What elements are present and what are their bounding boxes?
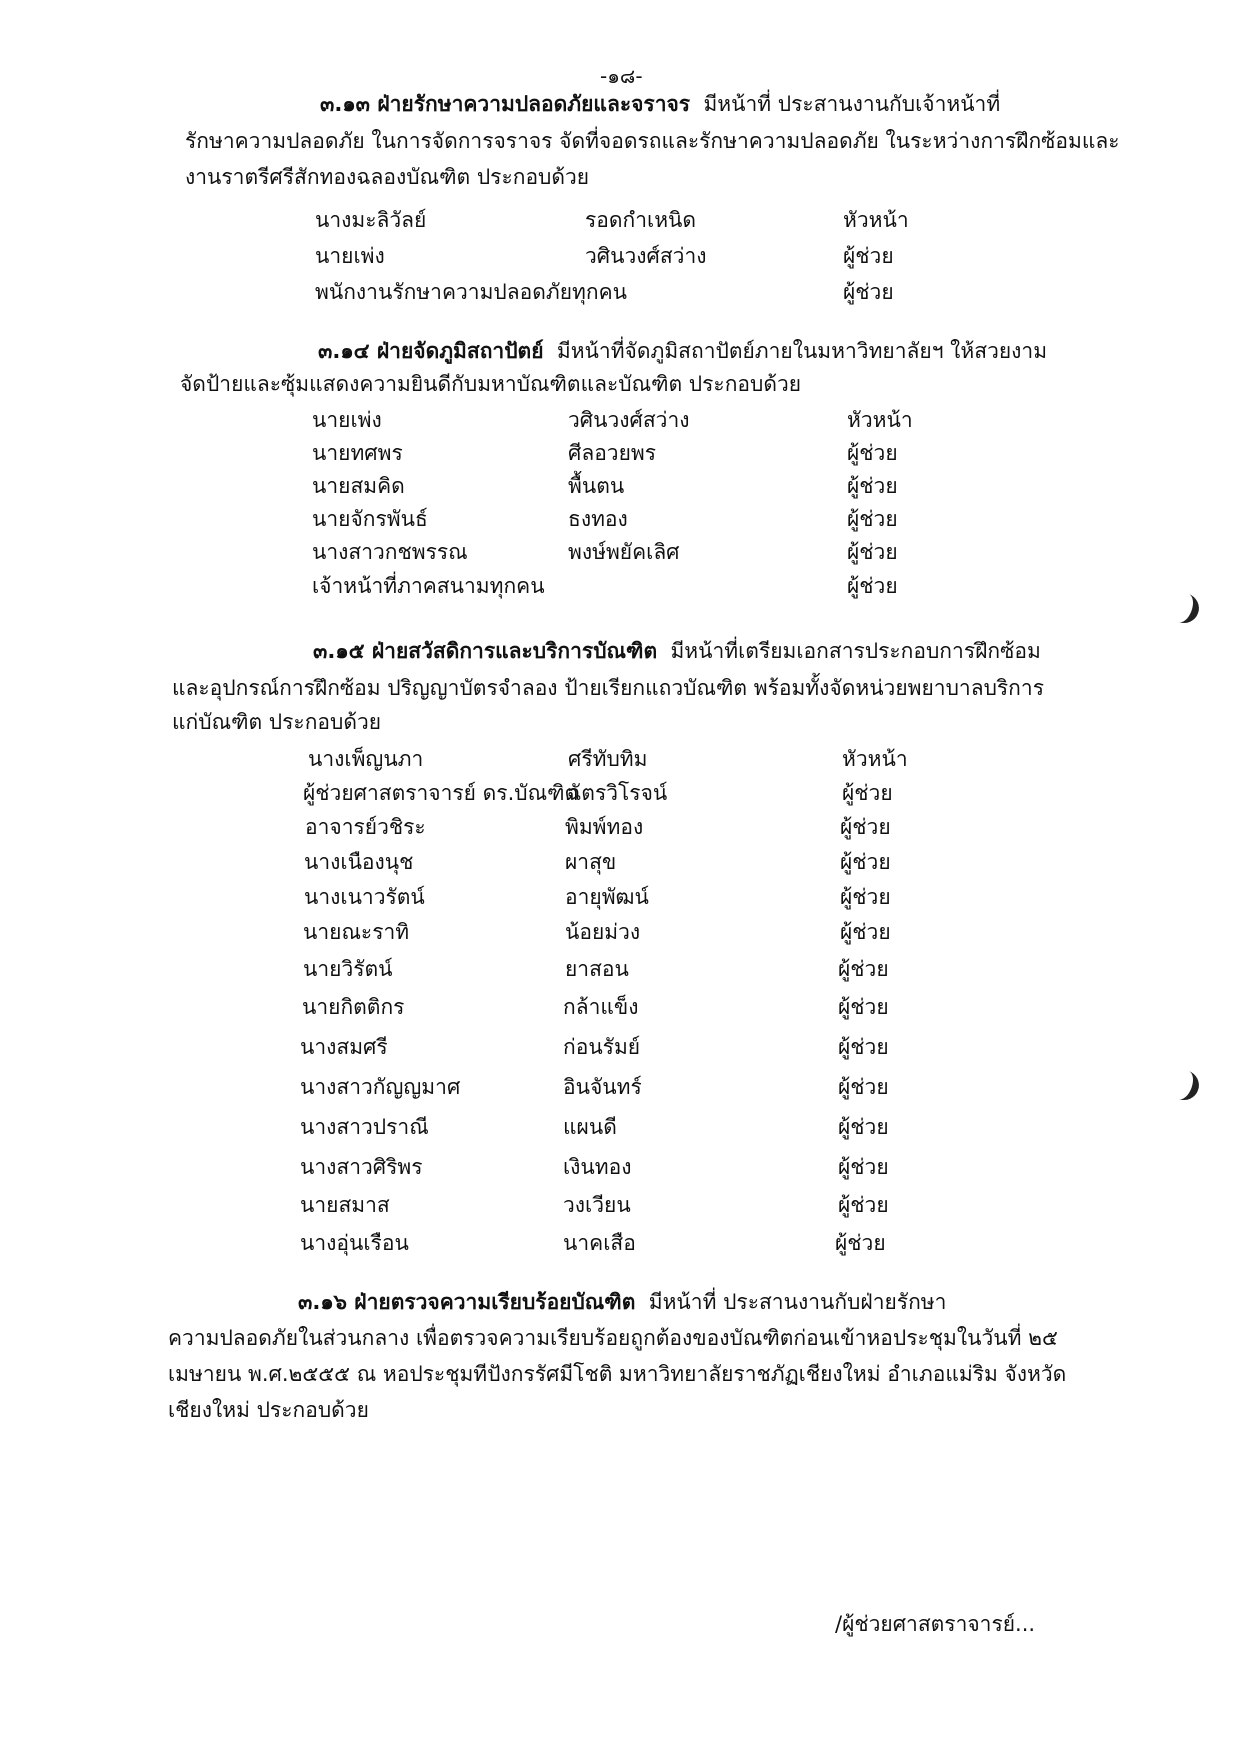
section-3-16-line-3: เมษายน พ.ศ.๒๕๕๕ ณ หอประชุมทีปังกรรัศมีโชติ มหาวิทยาลัยราชภัฏเชียงใหม่ อำเภอแม่ริม จังหวัด bbox=[168, 1362, 1067, 1386]
section-3-15-line-1: ๓.๑๕ ฝ่ายสวัสดิการและบริการบัณฑิต มีหน้าที่เตรียมเอกสารประกอบการฝึกซ้อม bbox=[313, 639, 1041, 663]
section-3-16-line-1: ๓.๑๖ ฝ่ายตรวจความเรียบร้อยบัณฑิต มีหน้าที่ ประสานงานกับฝ่ายรักษา bbox=[298, 1290, 947, 1314]
section-3-16-line-4: เชียงใหม่ ประกอบด้วย bbox=[168, 1398, 369, 1422]
section-3-16-line-2: ความปลอดภัยในส่วนกลาง เพื่อตรวจความเรียบร้อยถูกต้องของบัณฑิตก่อนเข้าหอประชุมในวันที่ ๒๕ bbox=[168, 1326, 1058, 1350]
section-3-16-heading: ๓.๑๖ ฝ่ายตรวจความเรียบร้อยบัณฑิต bbox=[298, 1290, 636, 1314]
document-page: -๑๘- ๓.๑๓ ฝ่ายรักษาความปลอดภัยและจราจร มีหน้าที่ ประสานงานกับเจ้าหน้าที่ รักษาความปลอดภัย ในการจัดการจราจร จัดที่จอดรถและรักษาความปลอดภัย ในระหว่างการฝึกซ้อมและ งานราตรีศรีสักทองฉลองบัณฑิต ประกอบด้วย นางมะลิวัลย์ รอดกำเหนิด หัวหน้า นายเพ่ง วศินวงศ์สว่าง ผู้ช่วย พนักงานรักษาความปลอดภัยทุกคน ผู้ช่วย ๓.๑๔ ฝ่ายจัดภูมิสถาปัตย์ มีหน้าที่จัดภูมิสถาปัตย์ภายในมหาวิทยาลัยฯ ให้สวยงาม จัดป้ายและซุ้มแสดงความยินดีกับมหาบัณฑิตและบัณฑิต ประกอบด้วย นายเพ่ง วศินวงศ์สว่าง หัวหน้า นายทศพร ศีลอวยพร ผู้ช่วย นายสมคิด พื้นตน ผู้ช่วย นายจักรพันธ์ ธงทอง ผู้ช่วย นางสาวกชพรรณ พงษ์พยัคเลิศ ผู้ช่วย เจ้าหน้าที่ภาคสนามทุกคน ผู้ช่วย ๓.๑๕ ฝ่ายสวัสดิการและบริการบัณฑิต มีหน้าที่เตรียมเอกสารประกอบการฝึกซ้อม และอุปกรณ์การฝึกซ้อม ปริญญาบัตรจำลอง ป้ายเรียกแถวบัณฑิต พร้อมทั้งจัดหน่วยพยาบาลบริการ แก่บัณฑิต ประกอบด้วย นางเพ็ญนภา ศรีทับทิม หัวหน้า ผู้ช่วยศาสตราจารย์ ดร.บัณฑิต ฉัตรวิโรจน์ ผู้ช่วย อาจารย์วชิระ พิมพ์ทอง ผู้ช่วย นางเนืองนุช ผาสุข ผู้ช่วย นางเนาวรัตน์ อายุพัฒน์ ผู้ช่วย นายณะราทิ น้อยม่วง ผู้ช่วย นายวิรัตน์ ยาสอน ผู้ช่วย นายกิตติกร กล้าแข็ง ผู้ช่วย นางสมศรี ก่อนรัมย์ ผู้ช่วย นางสาวกัญญมาศ อินจันทร์ ผู้ช่วย นางสาวปราณี แผนดี ผู้ช่วย นางสาวศิริพร เงินทอง ผู้ช่วย นายสมาส วงเวียน ผู้ช่วย นางอุ่นเรือน นาคเสือ ผู้ช่วย ๓.๑๖ ฝ่ายตรวจความเรียบร้อยบัณฑิต มีหน้าที่ ประสานงานกับฝ่ายรักษา ความปลอดภัยในส่วนกลาง เพื่อตรวจความเรียบร้อยถูกต้องของบัณฑิตก่อนเข้าหอประชุมในวันที่ ๒๕ เมษายน พ.ศ.๒๕๕๕ ณ หอประชุมทีปังกรรัศมีโชติ มหาวิทยาลัยราชภัฏเชียงใหม่ อำเภอแม่ริม จังหวัด เชียงใหม่ ประกอบด้วย /ผู้ช่วยศาสตราจารย์... bbox=[0, 0, 1235, 1757]
page-number: -๑๘- bbox=[600, 64, 643, 88]
continuation-footer: /ผู้ช่วยศาสตราจารย์... bbox=[835, 1612, 1036, 1636]
section-3-15-heading: ๓.๑๕ ฝ่ายสวัสดิการและบริการบัณฑิต bbox=[313, 639, 658, 663]
scan-artifact-mark bbox=[1164, 1066, 1203, 1105]
section-3-13-line-2: รักษาความปลอดภัย ในการจัดการจราจร จัดที่จอดรถและรักษาความปลอดภัย ในระหว่างการฝึกซ้อมและ bbox=[185, 129, 1120, 153]
section-3-15-line-2: และอุปกรณ์การฝึกซ้อม ปริญญาบัตรจำลอง ป้ายเรียกแถวบัณฑิต พร้อมทั้งจัดหน่วยพยาบาลบริการ bbox=[172, 676, 1044, 700]
scan-artifact-mark bbox=[1164, 589, 1203, 628]
section-3-13-line-1: ๓.๑๓ ฝ่ายรักษาความปลอดภัยและจราจร มีหน้าที่ ประสานงานกับเจ้าหน้าที่ bbox=[320, 92, 1001, 116]
section-3-14-heading: ๓.๑๔ ฝ่ายจัดภูมิสถาปัตย์ bbox=[318, 339, 544, 363]
section-3-13-line-3: งานราตรีศรีสักทองฉลองบัณฑิต ประกอบด้วย bbox=[185, 165, 590, 189]
section-3-14-line-2: จัดป้ายและซุ้มแสดงความยินดีกับมหาบัณฑิตและบัณฑิต ประกอบด้วย bbox=[180, 372, 802, 396]
section-3-15-line-3: แก่บัณฑิต ประกอบด้วย bbox=[172, 710, 382, 734]
section-3-14-line-1: ๓.๑๔ ฝ่ายจัดภูมิสถาปัตย์ มีหน้าที่จัดภูมิสถาปัตย์ภายในมหาวิทยาลัยฯ ให้สวยงาม bbox=[318, 339, 1048, 363]
section-3-13-heading: ๓.๑๓ ฝ่ายรักษาความปลอดภัยและจราจร bbox=[320, 92, 691, 116]
